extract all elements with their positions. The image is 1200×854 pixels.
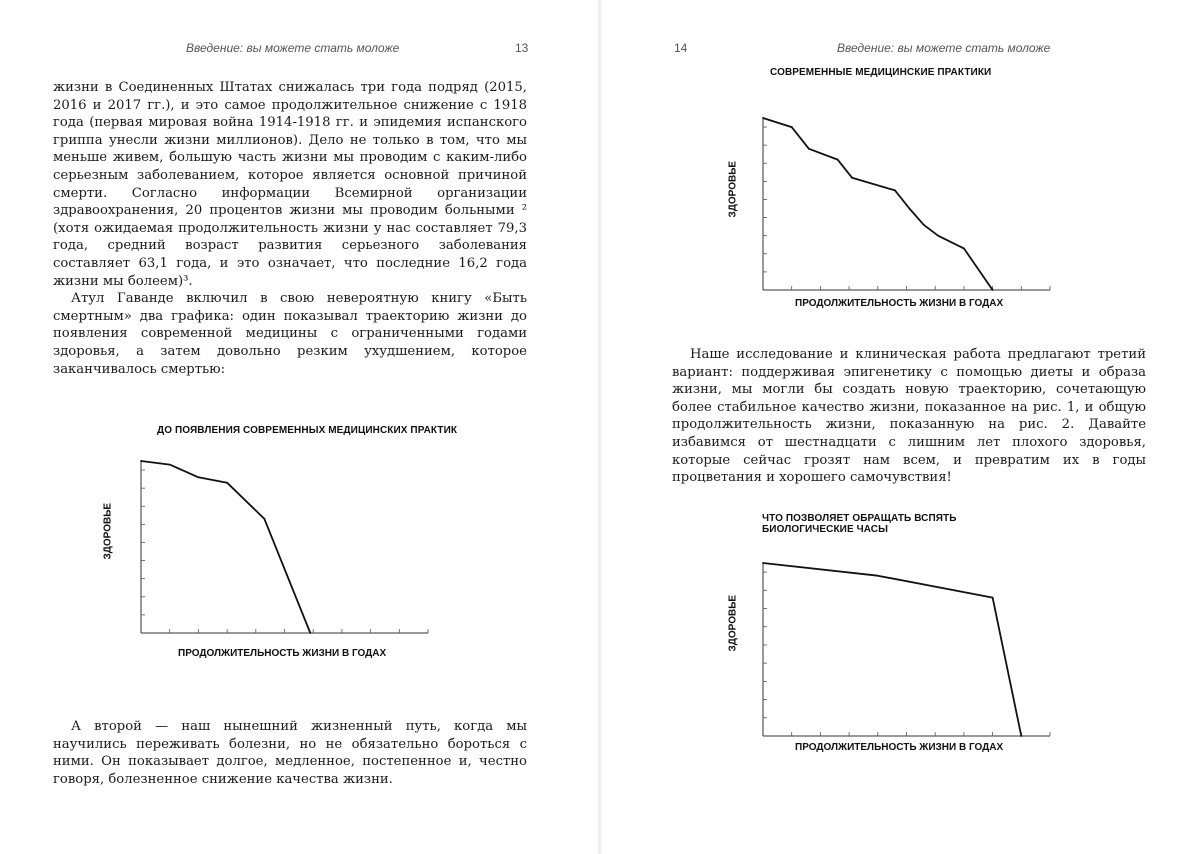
paragraph: Наше исследование и клиническая работа предлагают третий вариант: поддерживая эпигенетику с помощью диеты и образа жизни, мы могли бы создать новую траекторию, сочетающую более стабильное качество жизни, показанное на рис. 1, и общую продолжительность жизни, показанную на рис. 2. Давайте избавимся от шестнадцати с лишним лет плохого здоровья, которые сейчас грозят нам всем, и превратим их в годы процветания и хорошего самочувствия! — [672, 347, 1146, 486]
page-number-right: 14 — [674, 41, 688, 55]
data-point — [226, 482, 228, 484]
page-number-left: 13 — [515, 41, 529, 55]
chart2-title: СОВРЕМЕННЫЕ МЕДИЦИНСКИЕ ПРАКТИКИ — [770, 67, 992, 78]
paragraph: Атул Гаванде включил в свою невероятную книгу «Быть смертным» два графика: один показывал траекторию жизни до появления современной медицины с ограниченными годами здоровья, а затем довольно резким ухудшением, которое заканчивалось смертью: — [53, 291, 527, 377]
chart3-title: ЧТО ПОЗВОЛЯЕТ ОБРАЩАТЬ ВСПЯТЬ БИОЛОГИЧЕСКИЕ ЧАСЫ — [762, 513, 957, 535]
data-point — [169, 464, 171, 466]
chart1-ylabel: ЗДОРОВЬЕ — [102, 502, 114, 560]
paragraph: А второй — наш нынешний жизненный путь, когда мы научились переживать болезни, но не обязательно бороться с ними. Он показывает долгое, медленное, постепенное и, честно говоря, болезненное снижение качества жизни. — [53, 719, 527, 787]
health-trajectory-line — [141, 461, 310, 633]
data-point — [877, 575, 879, 577]
chart2-ylabel: ЗДОРОВЬЕ — [727, 160, 739, 218]
data-point — [762, 562, 764, 564]
data-point — [992, 597, 994, 599]
data-point — [198, 476, 200, 478]
chart1-title: ДО ПОЯВЛЕНИЯ СОВРЕМЕННЫХ МЕДИЦИНСКИХ ПРАКТИК — [157, 425, 458, 436]
chart3-plot — [602, 0, 1200, 854]
chart2-xlabel: ПРОДОЛЖИТЕЛЬНОСТЬ ЖИЗНИ В ГОДАХ — [795, 298, 1004, 309]
data-point — [264, 518, 266, 520]
data-point — [140, 460, 142, 462]
paragraph: жизни в Соединенных Штатах снижалась три года подряд (2015, 2016 и 2017 гг.), и это самое продолжительное снижение с 1918 года (первая мировая война 1914-1918 гг. и эпидемия испанского гриппа унесли жизни миллионов). Дело не только в том, что мы меньше живем, большую часть жизни мы проводим с каким-либо серьезным заболеванием, которое является основной причиной смерти. Согласно информации Всемирной организации здравоохранения, 20 процентов жизни мы проводим больными ² (хотя ожидаемая продолжительность жизни у нас составляет 79,3 года, средний возраст развития серьезного заболевания составляет 63,1 года, и это означает, что последние 16,2 года жизни мы болеем)³. — [53, 80, 527, 289]
chart3-xlabel: ПРОДОЛЖИТЕЛЬНОСТЬ ЖИЗНИ В ГОДАХ — [795, 742, 1004, 753]
right-page — [602, 0, 1200, 854]
left-text-block-2 — [53, 718, 527, 788]
running-head-left: Введение: вы можете стать моложе — [186, 41, 400, 55]
chart3-ylabel: ЗДОРОВЬЕ — [727, 594, 739, 652]
chart1-xlabel: ПРОДОЛЖИТЕЛЬНОСТЬ ЖИЗНИ В ГОДАХ — [178, 648, 387, 659]
data-point — [309, 632, 311, 634]
left-page — [0, 0, 598, 854]
running-head-right: Введение: вы можете стать моложе — [837, 41, 1051, 55]
health-trajectory-line — [763, 563, 1021, 736]
data-point — [1020, 735, 1022, 737]
